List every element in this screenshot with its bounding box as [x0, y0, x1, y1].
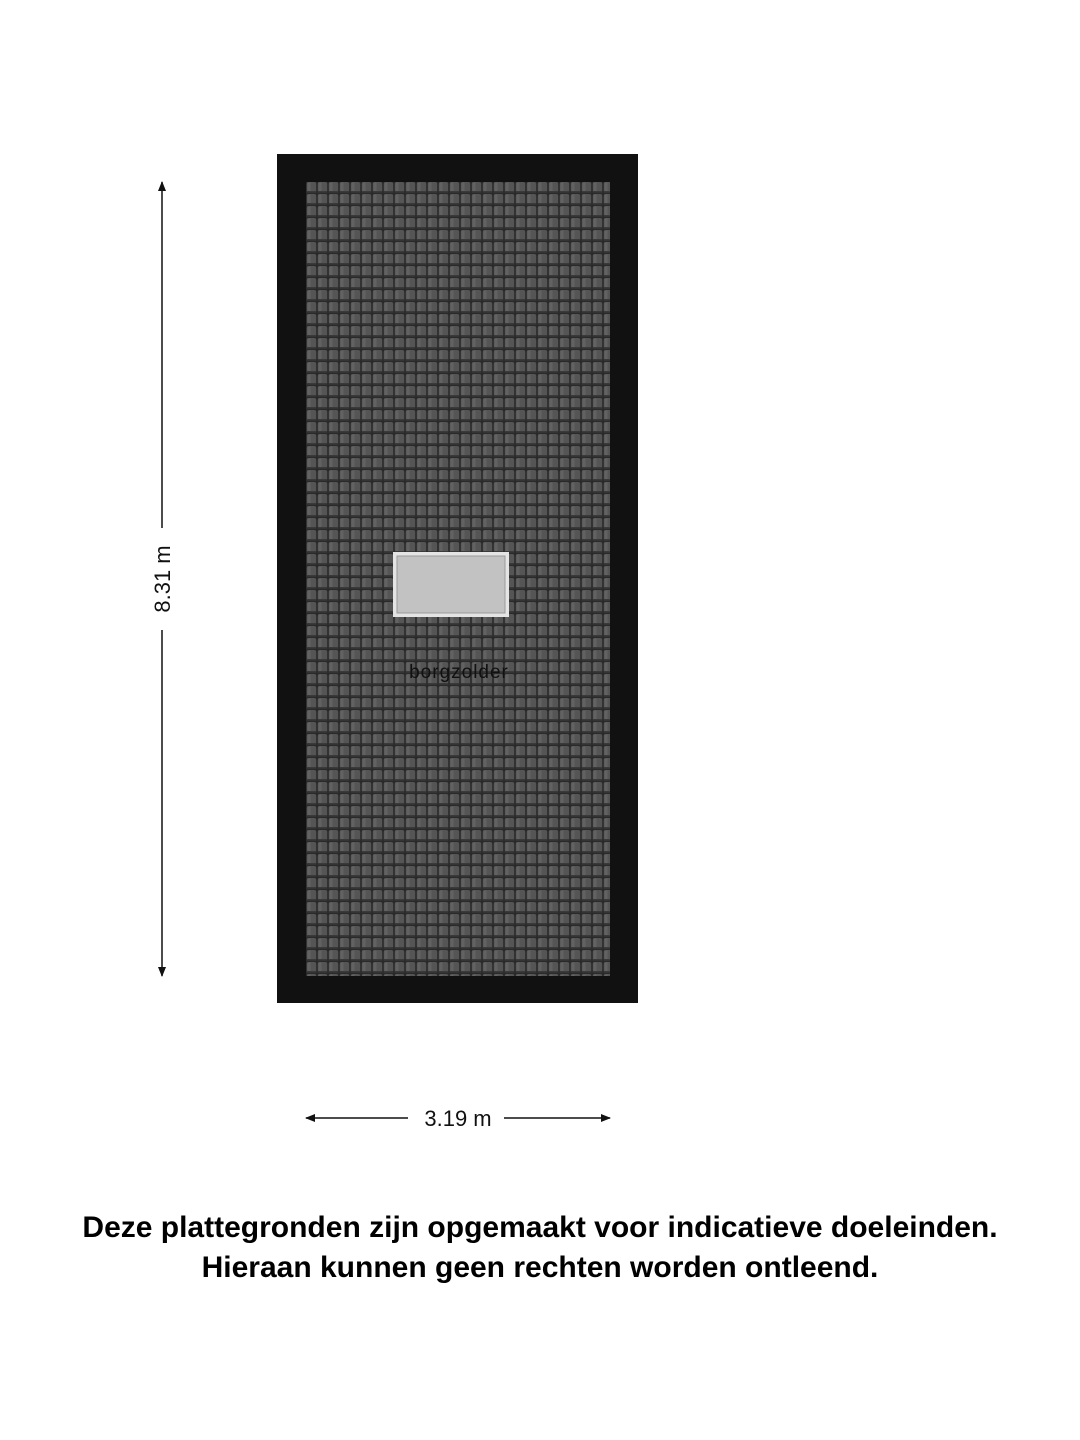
disclaimer-line-1: Deze plattegronden zijn opgemaakt voor indicatieve doeleinden.: [82, 1211, 998, 1244]
height-dimension-label: 8.31 m: [150, 545, 175, 613]
skylight: [397, 556, 505, 613]
disclaimer-line-2: Hieraan kunnen geen rechten worden ontleend.: [201, 1251, 879, 1284]
width-dimension-label: 3.19 m: [424, 1106, 492, 1131]
room-label: borgzolder: [409, 662, 509, 683]
